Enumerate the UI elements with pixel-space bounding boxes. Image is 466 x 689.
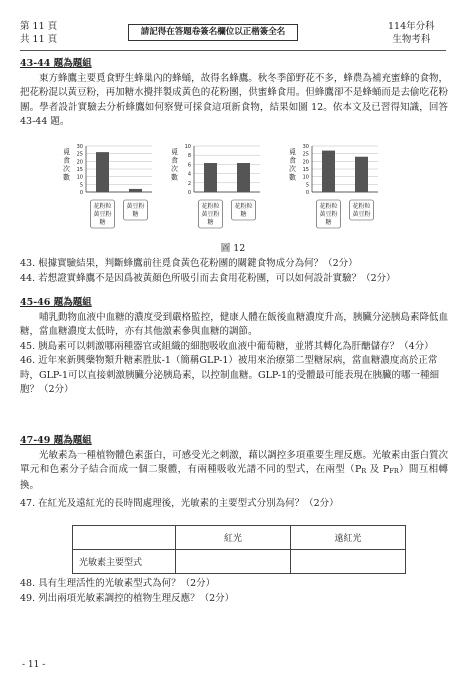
question-text: 根據實驗結果，判斷蜂鷹前往覓食黃色花粉團的關鍵食物成分為何？（2分） <box>38 258 358 269</box>
exam-info <box>388 20 435 46</box>
para-part: 及 P <box>366 464 390 475</box>
question-49 <box>20 592 448 607</box>
page-count <box>20 20 57 46</box>
y-tick-label: 15 <box>302 167 309 173</box>
section-43-44 <box>20 57 448 130</box>
section-45-46 <box>20 296 448 398</box>
y-axis-label: 覓食次數 <box>63 148 70 182</box>
question-text: 列出兩項光敏素調控的植物生理反應？（2分） <box>38 592 235 604</box>
table-corner <box>73 526 176 550</box>
y-tick-label: 0 <box>305 190 309 196</box>
y-tick-label: 25 <box>302 151 309 158</box>
para-part: ）間互相轉換。 <box>20 464 448 491</box>
y-tick-label: 2 <box>187 180 191 187</box>
question-number: 43. <box>20 258 36 269</box>
question-46 <box>20 354 448 398</box>
y-tick-label: 10 <box>302 174 309 181</box>
bar <box>129 189 142 192</box>
page-footer: - 11 - <box>22 660 46 670</box>
y-tick-label: 8 <box>187 153 191 160</box>
question-number: 44. <box>20 272 36 284</box>
figure-caption: 圖 12 <box>220 243 246 254</box>
y-tick-label: 10 <box>76 174 83 181</box>
y-tick-label: 6 <box>187 162 191 169</box>
y-tick-label: 15 <box>76 167 83 173</box>
x-category-label: 花粉粒黃豆粉 <box>352 203 371 218</box>
question-43 <box>20 257 448 272</box>
header-rule <box>20 50 446 51</box>
x-category-label: 花粉粒黃豆粉糖 <box>93 203 112 226</box>
chart-svg-1 <box>56 142 156 238</box>
section-title: 43-44 題為題組 <box>20 58 92 69</box>
y-tick-label: 5 <box>305 182 309 189</box>
y-axis-label: 覓食次數 <box>289 148 296 182</box>
y-tick-label: 20 <box>76 159 83 166</box>
y-tick-label: 20 <box>302 159 309 166</box>
question-text: 具有生理活性的光敏素型式為何？（2分） <box>38 578 216 589</box>
question-48 <box>20 577 448 592</box>
answer-cell-red[interactable] <box>176 550 291 574</box>
section-paragraph: 東方蜂鷹主要覓食野生蜂巢內的蜂蛹，故得名蜂鷹。秋冬季節野花不多，蜂農為補充蜜蜂的食物，把花粉混以黃豆粉，再加糖水攪拌製成黃色的花粉團，供蜜蜂食用。但蜂鷹卻不是蜂蛹而是去偷吃花粉團。學者設計實驗去分析蜂鷹如何察覺可採食這項新食物，結果如圖 12。依本文及已習得知識，回答 43-44 題。 <box>20 72 448 127</box>
y-tick-label: 0 <box>187 190 191 196</box>
y-tick-label: 5 <box>79 182 83 189</box>
question-number: 46. <box>20 355 36 366</box>
table-header-row <box>73 526 406 550</box>
question-47 <box>20 497 448 512</box>
x-category-label: 花粉粒黃豆粉糖 <box>201 203 220 226</box>
phytochrome-table <box>72 525 406 574</box>
questions-43-44 <box>20 257 448 286</box>
y-tick-label: 25 <box>76 151 83 158</box>
y-axis-label: 覓食次數 <box>171 148 178 182</box>
bar-chart-2 <box>164 142 264 238</box>
table-header-far-red: 遠紅光 <box>291 526 406 550</box>
table-row <box>73 550 406 574</box>
table-header-red: 紅光 <box>176 526 291 550</box>
para-part: 光敏素為一種植物體色素蛋白，可感受光之刺激，藉以調控多項重要生理反應。光敏素由蛋白質次單元和色素分子結合而成一個二聚體，有兩種吸收光譜不同的型式，在兩型（P <box>20 449 448 475</box>
question-44 <box>20 272 448 287</box>
bar-chart-1 <box>56 142 156 238</box>
x-category-label: 黃豆粉糖 <box>126 203 145 218</box>
subscript-r: R <box>361 467 367 475</box>
exam-subject: 生物考科 <box>392 34 431 45</box>
page-total: 共 11 頁 <box>20 34 58 45</box>
question-number: 45. <box>20 340 36 352</box>
section-title: 47-49 題為題組 <box>20 435 92 446</box>
x-category-label: 花粉粒糖 <box>234 203 253 218</box>
section-title: 45-46 題為題組 <box>20 297 92 308</box>
bar <box>355 157 368 192</box>
chart-svg-2 <box>164 142 264 238</box>
page-number: 第 11 頁 <box>20 21 58 32</box>
y-tick-label: 10 <box>184 144 191 150</box>
y-tick-label: 0 <box>79 190 83 196</box>
section-paragraph: 哺乳動物血液中血糖的濃度受到嚴格監控，健康人體在飯後血糖濃度升高，胰臟分泌胰島素降低血糖，當血糖濃度太低時，亦有其他激素參與血糖的調節。 <box>20 311 448 337</box>
x-category-label: 花粉粒黃豆粉糖 <box>319 203 338 226</box>
question-text: 若想證實蜂鷹不是因爲被黃顏色所吸引而去食用花粉團，可以如何設計實驗？（2分） <box>38 272 396 284</box>
bar <box>204 163 217 192</box>
question-number: 47. <box>20 498 36 509</box>
y-tick-label: 30 <box>76 144 83 150</box>
subscript-fr: FR <box>389 467 399 475</box>
bar-chart-3 <box>282 142 382 238</box>
bar <box>237 163 250 192</box>
answer-cell-far-red[interactable] <box>291 550 406 574</box>
section-47-49 <box>20 434 448 512</box>
question-number: 49. <box>20 592 36 604</box>
question-text: 近年來新興藥物類升糖素胜肽-1（簡稱GLP-1）被用來治療第二型糖尿病，當血糖濃度高於正常時，GLP-1可以直接刺激胰臟分泌胰島素，以控制血糖。GLP-1的受體最可能表現在胰臟的哪一種細胞？（2分） <box>20 355 440 395</box>
bar <box>322 151 335 192</box>
y-tick-label: 30 <box>302 144 309 150</box>
table-row-label: 光敏素主要型式 <box>73 550 176 574</box>
y-tick-label: 4 <box>187 171 191 178</box>
signature-notice: 請記得在答題卷簽名欄位以正楷簽全名 <box>128 24 298 41</box>
section-paragraph <box>20 449 448 494</box>
chart-svg-3 <box>282 142 382 238</box>
question-text: 在紅光及遠紅光的長時間處理後，光敏素的主要型式分別為何？（2分） <box>38 498 339 509</box>
question-number: 48. <box>20 578 36 589</box>
bar <box>96 152 109 192</box>
questions-48-49 <box>20 577 448 606</box>
question-45 <box>20 340 448 355</box>
exam-year: 114年分科 <box>388 21 435 32</box>
question-text: 胰島素可以刺激哪兩種器官或組織的細胞吸收血液中葡萄糖，並將其轉化為肝醣儲存？（4分） <box>38 340 434 352</box>
